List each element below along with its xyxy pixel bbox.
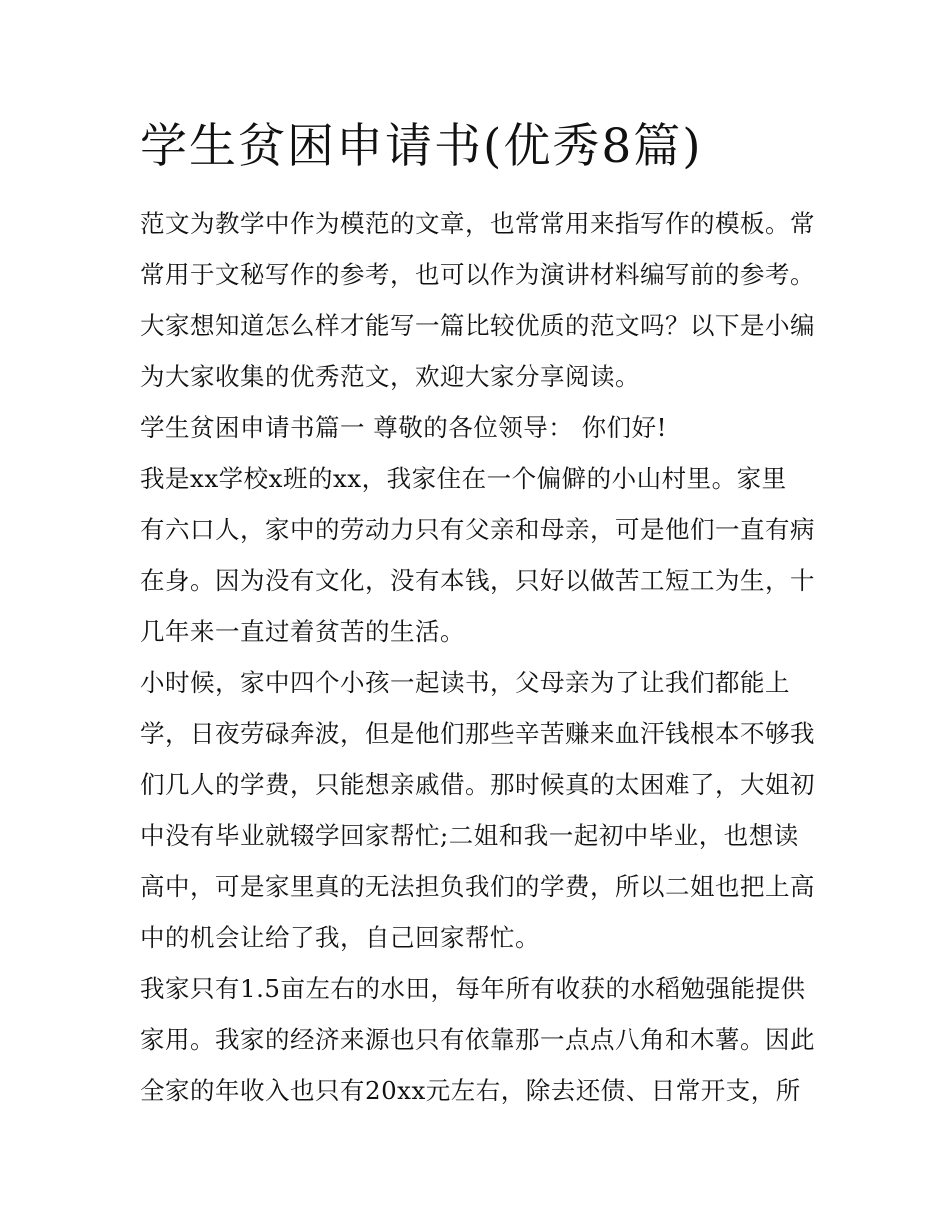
text-line: 们几人的学费，只能想亲戚借。那时候真的太困难了，大姐初 <box>140 770 815 799</box>
text-line: 有六口人，家中的劳动力只有父亲和母亲，可是他们一直有病 <box>140 515 815 544</box>
document-body <box>140 198 820 1116</box>
text-line: 为大家收集的优秀范文，欢迎大家分享阅读。 <box>140 362 640 391</box>
text-line: 全家的年收入也只有20xx元左右，除去还债、日常开支，所 <box>140 1076 801 1105</box>
text-line: 中没有毕业就辍学回家帮忙;二姐和我一起初中毕业，也想读 <box>140 821 799 850</box>
text-line: 学，日夜劳碌奔波，但是他们那些辛苦赚来血汗钱根本不够我 <box>140 719 815 748</box>
text-line: 范文为教学中作为模范的文章，也常常用来指写作的模板。常 <box>140 209 815 238</box>
text-line: 小时候，家中四个小孩一起读书，父母亲为了让我们都能上 <box>140 668 790 697</box>
text-line: 常用于文秘写作的参考，也可以作为演讲材料编写前的参考。 <box>140 260 815 289</box>
document-title: 学生贫困申请书(优秀8篇) <box>140 119 703 174</box>
text-line: 我是xx学校x班的xx，我家住在一个偏僻的小山村里。家里 <box>140 464 787 493</box>
text-line: 家用。我家的经济来源也只有依靠那一点点八角和木薯。因此 <box>140 1025 815 1054</box>
text-line: 高中，可是家里真的无法担负我们的学费，所以二姐也把上高 <box>140 872 815 901</box>
text-line: 我家只有1.5亩左右的水田，每年所有收获的水稻勉强能提供 <box>140 974 806 1003</box>
text-line: 在身。因为没有文化，没有本钱，只好以做苦工短工为生，十 <box>140 566 815 595</box>
text-line: 几年来一直过着贫苦的生活。 <box>140 617 465 646</box>
text-line: 中的机会让给了我，自己回家帮忙。 <box>140 923 540 952</box>
text-line: 大家想知道怎么样才能写一篇比较优质的范文吗？以下是小编 <box>140 311 815 340</box>
text-line: 学生贫困申请书篇一 尊敬的各位领导： 你们好! <box>140 413 667 442</box>
